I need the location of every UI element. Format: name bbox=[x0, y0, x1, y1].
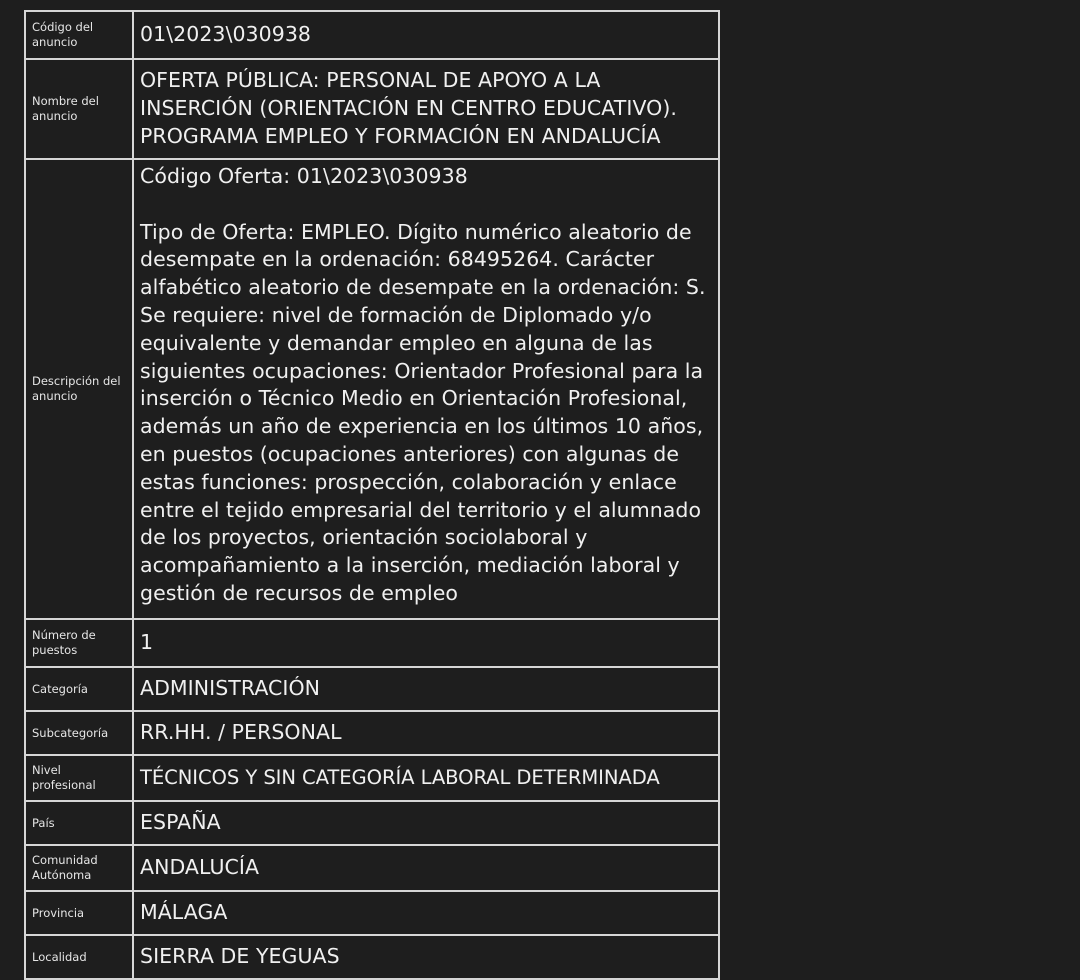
description-spacer bbox=[140, 191, 712, 219]
row-comunidad bbox=[25, 845, 719, 891]
label-localidad: Localidad bbox=[25, 935, 133, 979]
value-pais: ESPAÑA bbox=[133, 801, 719, 845]
label-descripcion: Descripción del anuncio bbox=[25, 159, 133, 619]
label-comunidad: Comunidad Autónoma bbox=[25, 845, 133, 891]
value-comunidad: ANDALUCÍA bbox=[133, 845, 719, 891]
row-categoria bbox=[25, 667, 719, 711]
value-provincia: MÁLAGA bbox=[133, 891, 719, 935]
row-provincia bbox=[25, 891, 719, 935]
value-nivel: TÉCNICOS Y SIN CATEGORÍA LABORAL DETERMINADA bbox=[133, 755, 719, 801]
value-subcategoria: RR.HH. / PERSONAL bbox=[133, 711, 719, 755]
label-categoria: Categoría bbox=[25, 667, 133, 711]
row-subcategoria bbox=[25, 711, 719, 755]
value-categoria: ADMINISTRACIÓN bbox=[133, 667, 719, 711]
label-pais: País bbox=[25, 801, 133, 845]
row-pais bbox=[25, 801, 719, 845]
value-localidad: SIERRA DE YEGUAS bbox=[133, 935, 719, 979]
value-codigo: 01\2023\030938 bbox=[133, 11, 719, 59]
label-nombre: Nombre del anuncio bbox=[25, 59, 133, 159]
row-codigo bbox=[25, 11, 719, 59]
row-puestos bbox=[25, 619, 719, 667]
label-nivel: Nivel profesional bbox=[25, 755, 133, 801]
label-puestos: Número de puestos bbox=[25, 619, 133, 667]
row-descripcion bbox=[25, 159, 719, 619]
label-subcategoria: Subcategoría bbox=[25, 711, 133, 755]
value-puestos: 1 bbox=[133, 619, 719, 667]
row-nombre bbox=[25, 59, 719, 159]
description-offer-code: Código Oferta: 01\2023\030938 bbox=[140, 164, 468, 188]
label-codigo: Código del anuncio bbox=[25, 11, 133, 59]
row-nivel bbox=[25, 755, 719, 801]
value-nombre: OFERTA PÚBLICA: PERSONAL DE APOYO A LA INSERCIÓN (ORIENTACIÓN EN CENTRO EDUCATIVO). PROGRAMA EMPLEO Y FORMACIÓN EN ANDALUCÍA bbox=[133, 59, 719, 159]
row-localidad bbox=[25, 935, 719, 979]
value-descripcion bbox=[133, 159, 719, 619]
job-offer-table bbox=[24, 10, 720, 980]
description-text: Tipo de Oferta: EMPLEO. Dígito numérico aleatorio de desempate en la ordenación: 68495264. Carácter alfabético aleatorio de desempate en la ordenación: S. Se requiere: nivel de formación de Diplomado y/o equivalente y demandar empleo en alguna de las siguientes ocupaciones: Orientador Profesional para la inserción o Técnico Medio en Orientación Profesional, además un año de experiencia en los últimos 10 años, en puestos (ocupaciones anteriores) con algunas de estas funciones: prospección, colaboración y enlace entre el tejido empresarial del territorio y el alumnado de los proyectos, orientación sociolaboral y acompañamiento a la inserción, mediación laboral y gestión de recursos de empleo bbox=[140, 219, 706, 605]
label-provincia: Provincia bbox=[25, 891, 133, 935]
